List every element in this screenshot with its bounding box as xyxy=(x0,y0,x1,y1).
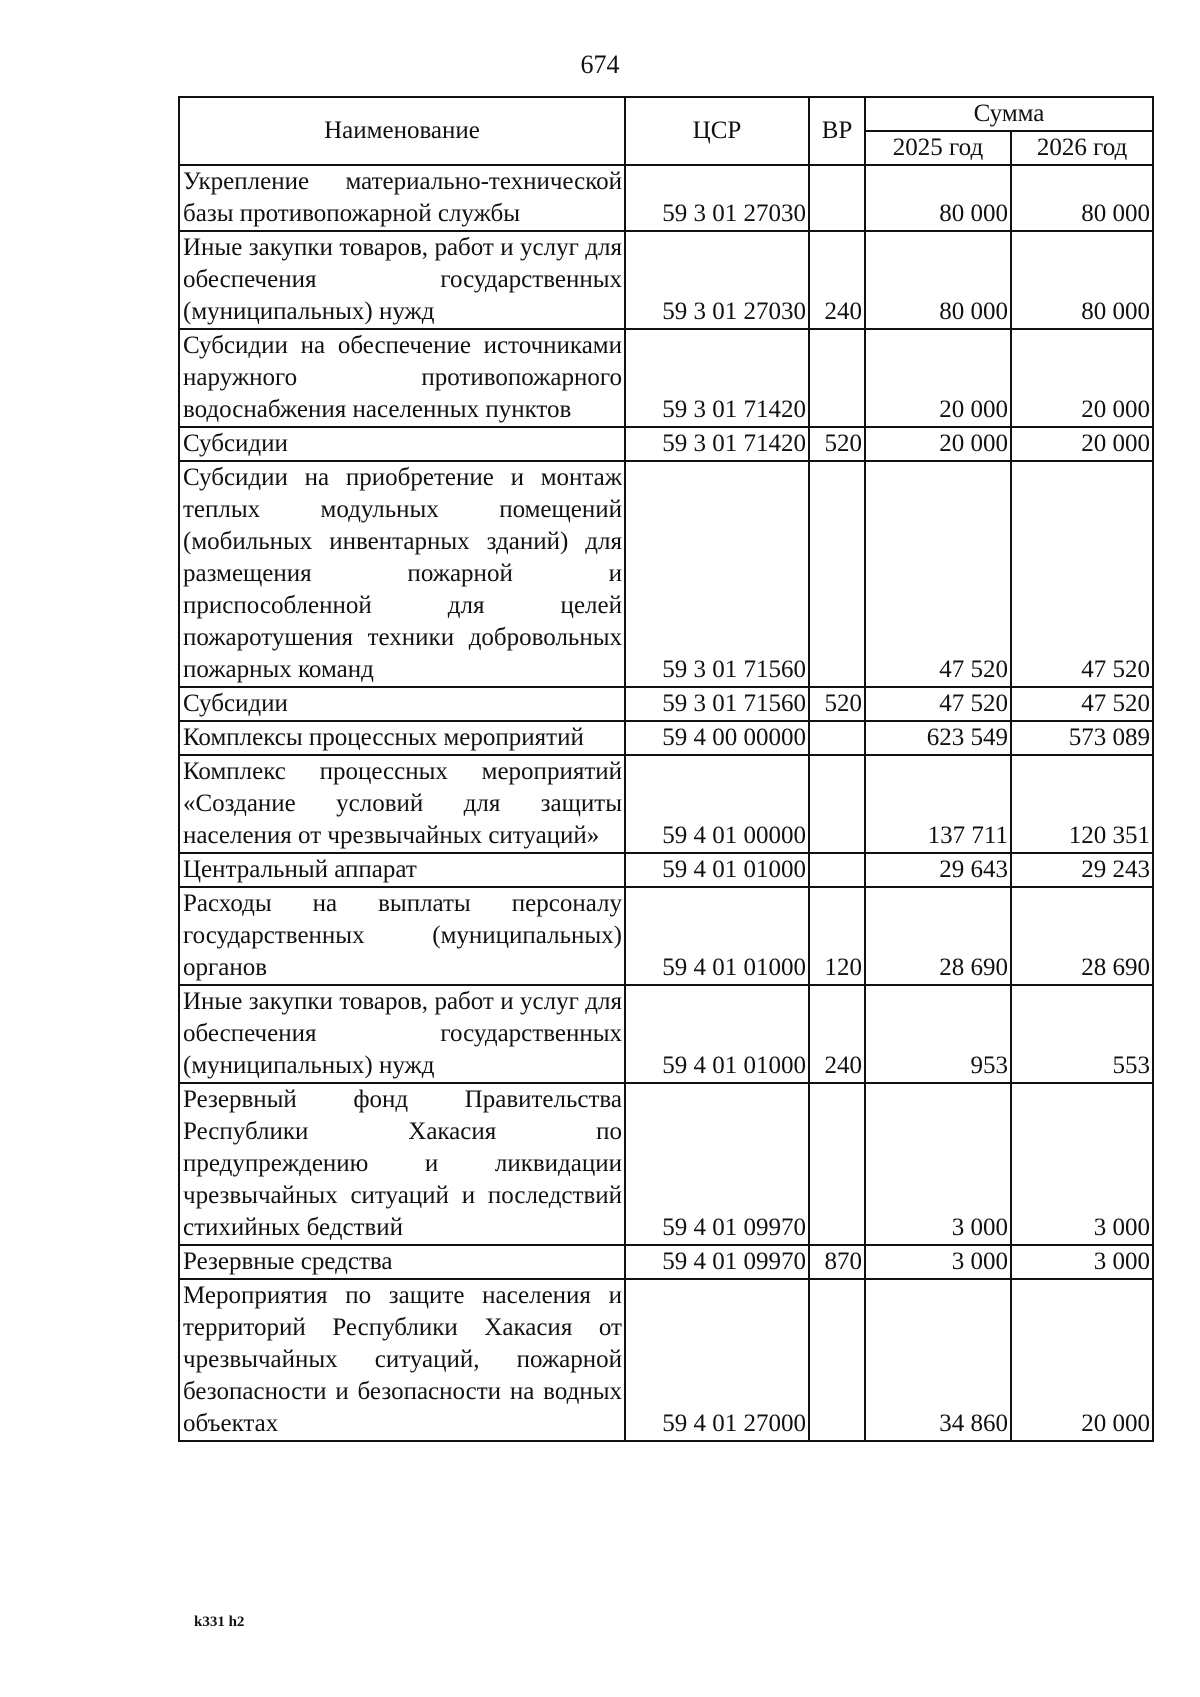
cell-sum-2026: 3 000 xyxy=(1011,1083,1153,1245)
table-body xyxy=(179,165,1153,1441)
budget-table xyxy=(178,96,1154,1442)
table-row xyxy=(179,461,1153,687)
cell-vr: 240 xyxy=(809,231,865,329)
cell-sum-2025: 47 520 xyxy=(865,461,1011,687)
table-row xyxy=(179,985,1153,1083)
header-sum: Сумма xyxy=(865,97,1153,131)
table-row xyxy=(179,687,1153,721)
header-csr: ЦСР xyxy=(625,97,809,165)
cell-name: Укрепление материально-технической базы противопожарной службы xyxy=(179,165,625,231)
cell-csr: 59 4 01 01000 xyxy=(625,853,809,887)
cell-name: Иные закупки товаров, работ и услуг для обеспечения государственных (муниципальных) нужд xyxy=(179,985,625,1083)
cell-sum-2026: 553 xyxy=(1011,985,1153,1083)
cell-sum-2025: 3 000 xyxy=(865,1245,1011,1279)
cell-csr: 59 4 00 00000 xyxy=(625,721,809,755)
cell-csr: 59 3 01 71560 xyxy=(625,461,809,687)
cell-vr: 240 xyxy=(809,985,865,1083)
cell-csr: 59 4 01 27000 xyxy=(625,1279,809,1441)
cell-name: Субсидии xyxy=(179,427,625,461)
cell-vr xyxy=(809,755,865,853)
cell-vr xyxy=(809,329,865,427)
cell-sum-2026: 20 000 xyxy=(1011,1279,1153,1441)
header-year-2026: 2026 год xyxy=(1011,131,1153,165)
cell-sum-2026: 28 690 xyxy=(1011,887,1153,985)
cell-name: Резервный фонд Правительства Республики Хакасия по предупреждению и ликвидации чрезвычайных ситуаций и последствий стихийных бедствий xyxy=(179,1083,625,1245)
header-vr: ВР xyxy=(809,97,865,165)
cell-vr xyxy=(809,853,865,887)
cell-vr xyxy=(809,461,865,687)
cell-name: Субсидии xyxy=(179,687,625,721)
cell-name: Резервные средства xyxy=(179,1245,625,1279)
table-row xyxy=(179,1245,1153,1279)
cell-sum-2025: 80 000 xyxy=(865,231,1011,329)
cell-name: Иные закупки товаров, работ и услуг для обеспечения государственных (муниципальных) нужд xyxy=(179,231,625,329)
cell-sum-2025: 20 000 xyxy=(865,427,1011,461)
cell-name: Субсидии на приобретение и монтаж теплых модульных помещений (мобильных инвентарных зданий) для размещения пожарной и приспособленной для целей пожаротушения техники добровольных пожарных команд xyxy=(179,461,625,687)
cell-sum-2025: 137 711 xyxy=(865,755,1011,853)
cell-csr: 59 4 01 01000 xyxy=(625,985,809,1083)
cell-csr: 59 4 01 09970 xyxy=(625,1245,809,1279)
cell-csr: 59 3 01 71560 xyxy=(625,687,809,721)
cell-sum-2026: 20 000 xyxy=(1011,427,1153,461)
cell-name: Комплекс процессных мероприятий «Создание условий для защиты населения от чрезвычайных ситуаций» xyxy=(179,755,625,853)
cell-vr: 520 xyxy=(809,427,865,461)
cell-csr: 59 4 01 00000 xyxy=(625,755,809,853)
cell-sum-2025: 80 000 xyxy=(865,165,1011,231)
cell-name: Центральный аппарат xyxy=(179,853,625,887)
cell-sum-2025: 20 000 xyxy=(865,329,1011,427)
table-row xyxy=(179,853,1153,887)
cell-name: Субсидии на обеспечение источниками наружного противопожарного водоснабжения населенных пунктов xyxy=(179,329,625,427)
document-code: k331 h2 xyxy=(194,1614,245,1630)
cell-name: Расходы на выплаты персоналу государственных (муниципальных) органов xyxy=(179,887,625,985)
cell-sum-2026: 80 000 xyxy=(1011,165,1153,231)
table-row xyxy=(179,231,1153,329)
cell-vr xyxy=(809,165,865,231)
table-row xyxy=(179,165,1153,231)
cell-csr: 59 3 01 27030 xyxy=(625,165,809,231)
page-number: 674 xyxy=(580,50,620,79)
cell-vr: 120 xyxy=(809,887,865,985)
cell-sum-2025: 953 xyxy=(865,985,1011,1083)
cell-sum-2025: 47 520 xyxy=(865,687,1011,721)
table-header xyxy=(179,97,1153,165)
table-row xyxy=(179,887,1153,985)
cell-vr: 520 xyxy=(809,687,865,721)
cell-sum-2025: 29 643 xyxy=(865,853,1011,887)
cell-vr xyxy=(809,1083,865,1245)
cell-name: Мероприятия по защите населения и территорий Республики Хакасия от чрезвычайных ситуаций, пожарной безопасности и безопасности на водных объектах xyxy=(179,1279,625,1441)
table-row xyxy=(179,721,1153,755)
cell-sum-2026: 29 243 xyxy=(1011,853,1153,887)
cell-csr: 59 3 01 71420 xyxy=(625,329,809,427)
cell-sum-2026: 3 000 xyxy=(1011,1245,1153,1279)
table-row xyxy=(179,1279,1153,1441)
cell-sum-2026: 120 351 xyxy=(1011,755,1153,853)
cell-sum-2026: 47 520 xyxy=(1011,687,1153,721)
table-row xyxy=(179,427,1153,461)
header-name: Наименование xyxy=(179,97,625,165)
cell-vr: 870 xyxy=(809,1245,865,1279)
cell-csr: 59 4 01 01000 xyxy=(625,887,809,985)
table-row xyxy=(179,329,1153,427)
cell-vr xyxy=(809,721,865,755)
cell-name: Комплексы процессных мероприятий xyxy=(179,721,625,755)
cell-csr: 59 3 01 27030 xyxy=(625,231,809,329)
cell-sum-2025: 28 690 xyxy=(865,887,1011,985)
cell-csr: 59 3 01 71420 xyxy=(625,427,809,461)
cell-vr xyxy=(809,1279,865,1441)
table-row xyxy=(179,1083,1153,1245)
cell-sum-2025: 34 860 xyxy=(865,1279,1011,1441)
cell-sum-2026: 20 000 xyxy=(1011,329,1153,427)
cell-sum-2026: 573 089 xyxy=(1011,721,1153,755)
cell-csr: 59 4 01 09970 xyxy=(625,1083,809,1245)
cell-sum-2025: 3 000 xyxy=(865,1083,1011,1245)
cell-sum-2026: 80 000 xyxy=(1011,231,1153,329)
table-row xyxy=(179,755,1153,853)
cell-sum-2026: 47 520 xyxy=(1011,461,1153,687)
header-year-2025: 2025 год xyxy=(865,131,1011,165)
cell-sum-2025: 623 549 xyxy=(865,721,1011,755)
